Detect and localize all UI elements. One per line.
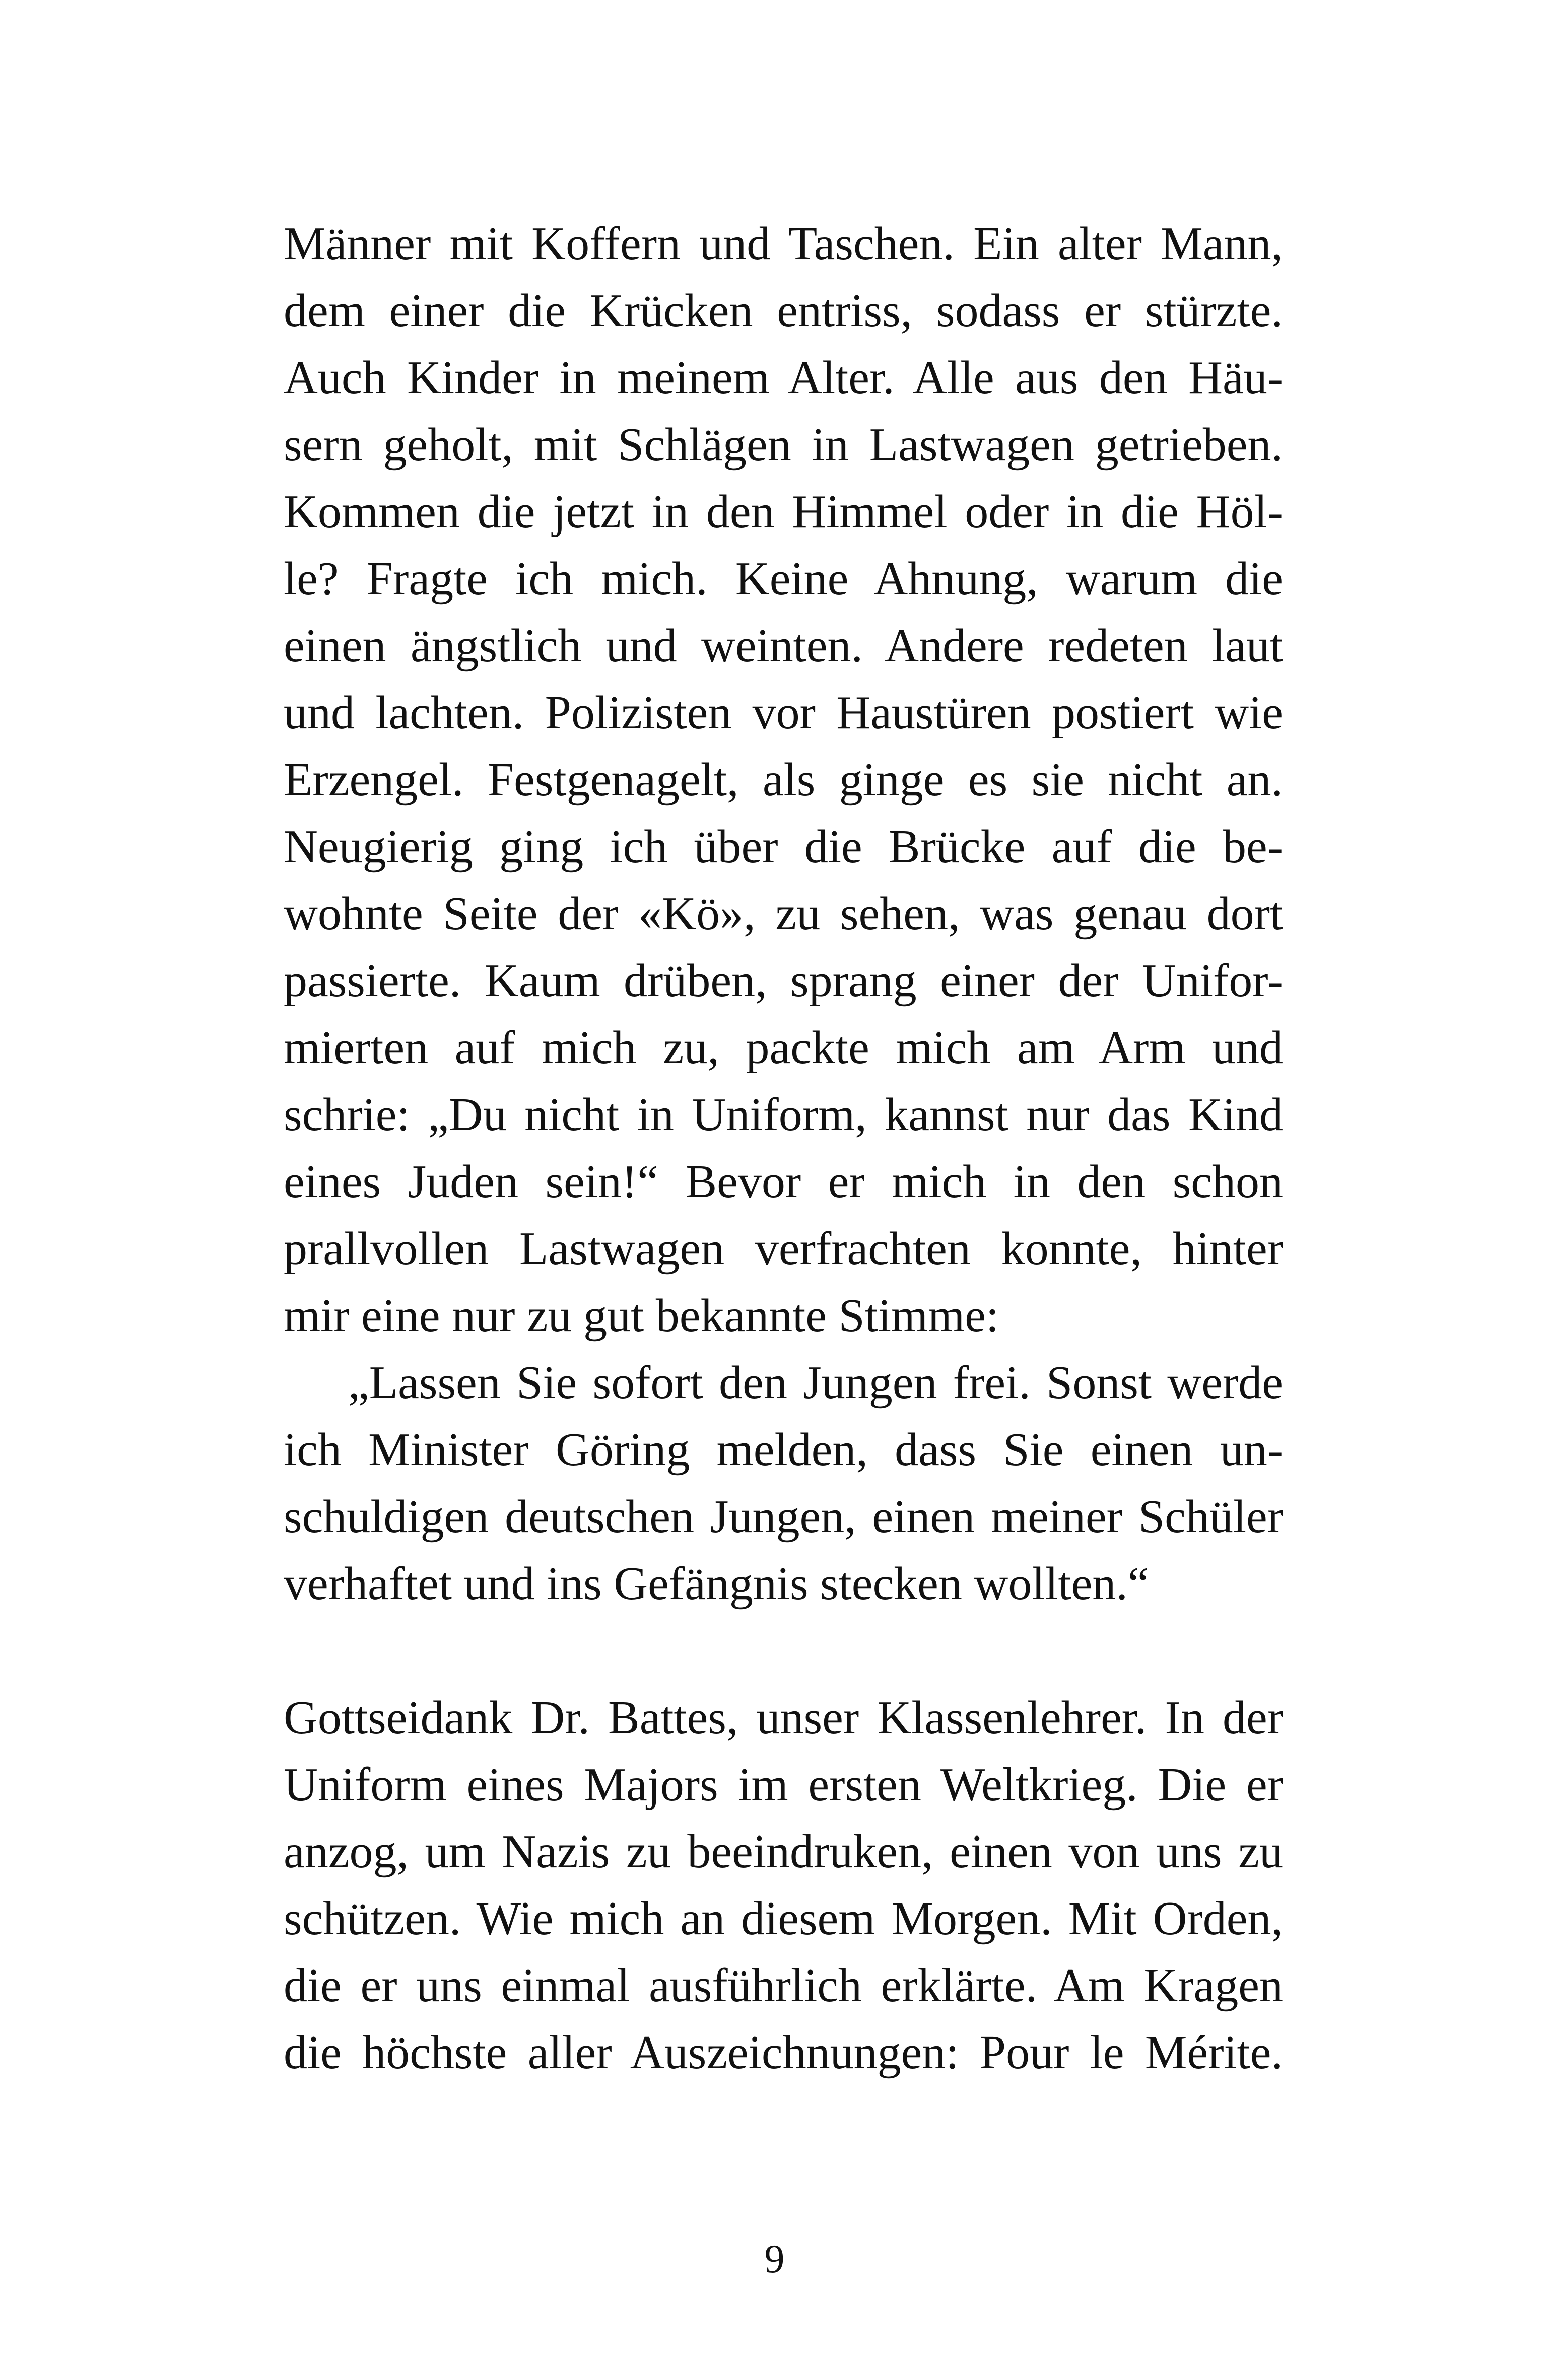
text-line: wohnte Seite der «Kö», zu sehen, was genau dort xyxy=(284,888,1283,940)
text-line: Neugierig ging ich über die Brücke auf die be- xyxy=(284,821,1283,873)
text-line: schrie: „Du nicht in Uniform, kannst nur das Kind xyxy=(284,1089,1283,1141)
text-line: mierten auf mich zu, packte mich am Arm und xyxy=(284,1022,1283,1074)
paragraph-3 xyxy=(284,1684,1283,2086)
text-line: dem einer die Krücken entriss, sodass er stürzte. xyxy=(284,285,1283,337)
text-line: die er uns einmal ausführlich erklärte. Am Kragen xyxy=(284,1959,1283,2012)
text-line: Uniform eines Majors im ersten Weltkrieg. Die er xyxy=(284,1758,1283,1811)
text-line: schuldigen deutschen Jungen, einen meiner Schüler xyxy=(284,1490,1283,1543)
text-line: eines Juden sein!“ Bevor er mich in den schon xyxy=(284,1155,1283,1208)
text-line: Gottseidank Dr. Battes, unser Klassenlehrer. In der xyxy=(284,1691,1283,1744)
page-number: 9 xyxy=(764,2237,785,2281)
text-line: schützen. Wie mich an diesem Morgen. Mit Orden, xyxy=(284,1892,1283,1945)
text-line: le? Fragte ich mich. Keine Ahnung, warum die xyxy=(284,553,1283,605)
paragraph-1 xyxy=(284,211,1283,1349)
paragraph-2 xyxy=(284,1349,1283,1617)
text-line: anzog, um Nazis zu beeindruken, einen von uns zu xyxy=(284,1825,1283,1878)
text-line: und lachten. Polizisten vor Haustüren postiert wie xyxy=(284,687,1283,739)
body-text xyxy=(284,211,1283,2086)
text-line: prallvollen Lastwagen verfrachten konnte, hinter xyxy=(284,1222,1283,1275)
text-line: verhaftet und ins Gefängnis stecken wollten.“ xyxy=(284,1557,1149,1610)
text-line: ich Minister Göring melden, dass Sie einen un- xyxy=(284,1423,1283,1476)
text-line: die höchste aller Auszeichnungen: Pour le Mérite. xyxy=(284,2026,1283,2079)
text-line: Kommen die jetzt in den Himmel oder in die Höl- xyxy=(284,486,1283,538)
text-line: Auch Kinder in meinem Alter. Alle aus den Häu- xyxy=(284,352,1283,404)
paragraph-gap xyxy=(284,1617,1283,1684)
text-line: einen ängstlich und weinten. Andere redeten laut xyxy=(284,620,1283,672)
text-line: mir eine nur zu gut bekannte Stimme: xyxy=(284,1289,999,1342)
text-line: sern geholt, mit Schlägen in Lastwagen getrieben. xyxy=(284,419,1283,471)
text-line: passierte. Kaum drüben, sprang einer der Unifor- xyxy=(284,955,1283,1007)
text-line: Männer mit Koffern und Taschen. Ein alter Mann, xyxy=(284,218,1283,270)
text-line: Erzengel. Festgenagelt, als ginge es sie nicht an. xyxy=(284,754,1283,806)
text-line: „Lassen Sie sofort den Jungen frei. Sonst werde xyxy=(348,1356,1283,1409)
